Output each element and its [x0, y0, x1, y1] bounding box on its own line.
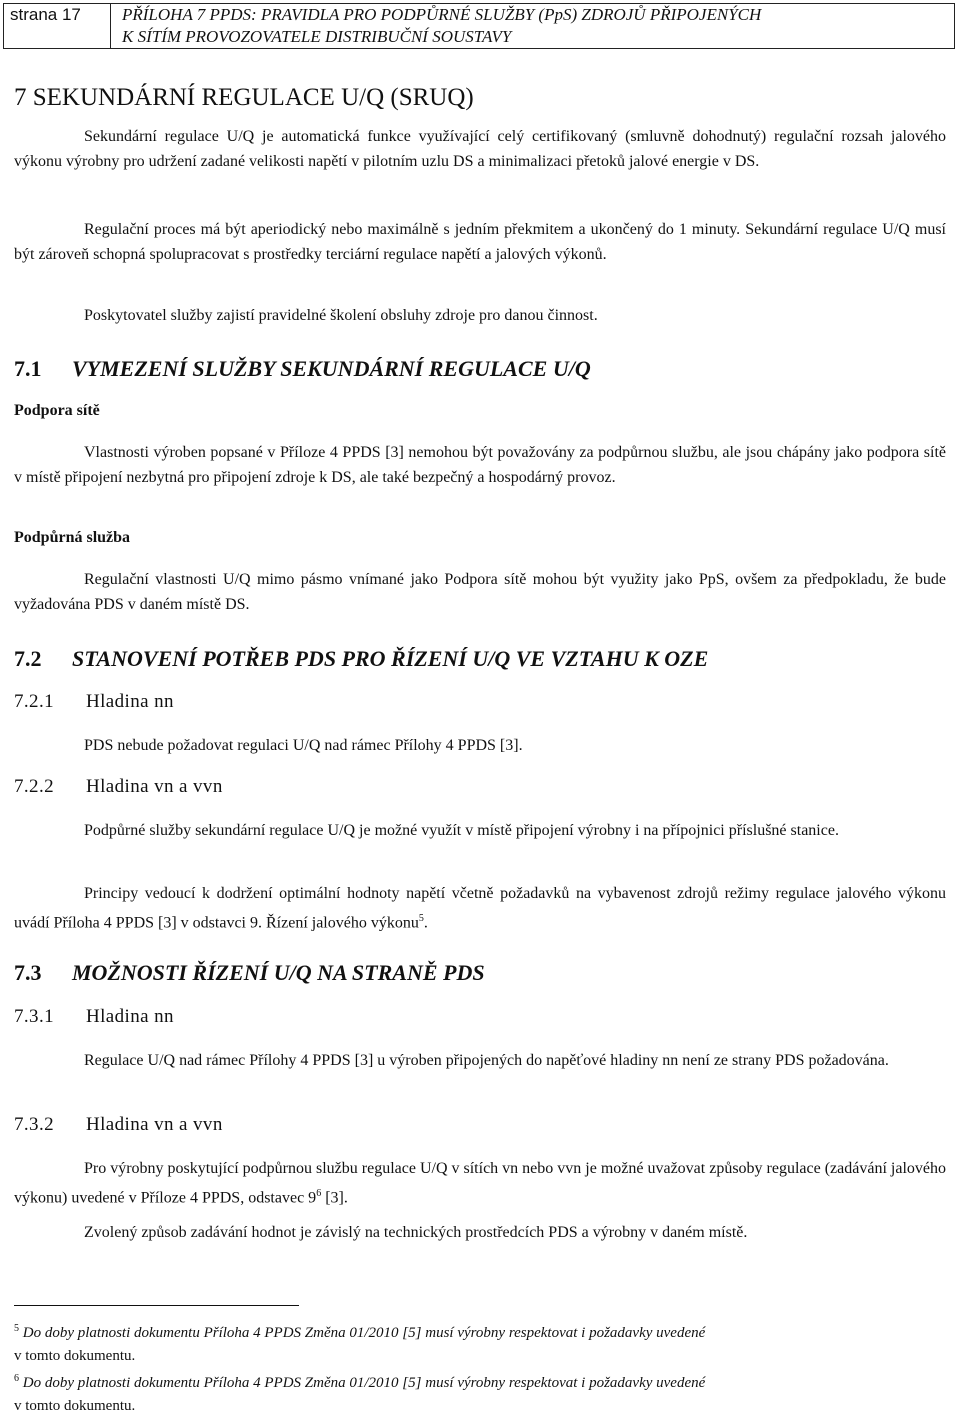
- section-7-paragraph-3: Poskytovatel služby zajistí pravidelné školení obsluhy zdroje pro danou činnost.: [84, 307, 598, 324]
- section-7-3-heading: 7.3 MOŽNOSTI ŘÍZENÍ U/Q NA STRANĚ PDS: [14, 960, 485, 985]
- section-7-3-1-heading: 7.3.1 Hladina nn: [14, 1006, 174, 1027]
- footnote-divider: [14, 1305, 299, 1306]
- label-podpora-site: Podpora sítě: [14, 402, 100, 419]
- section-7-3-2-paragraph-2: Zvolený způsob zadávání hodnot je závislý na technických prostředcích PDS a výrobny v daném místě.: [84, 1224, 748, 1241]
- header-divider: [110, 3, 111, 49]
- section-7-2-heading: 7.2 STANOVENÍ POTŘEB PDS PRO ŘÍZENÍ U/Q VE VZTAHU K OZE: [14, 646, 709, 671]
- section-7-heading: 7 SEKUNDÁRNÍ REGULACE U/Q (SRUQ): [14, 84, 474, 111]
- footnote-6: $^6$ Do doby platnosti dokumentu Příloha 4 PPDS Změna 01/2010 [5] musí výrobny respektovat i požadavky uvedené v tomto dokumentu.: [14, 1373, 706, 1414]
- section-7-2-2-heading: 7.2.2 Hladina vn a vvn: [14, 776, 223, 797]
- section-7-3-1-paragraph: Regulace U/Q nad rámec Přílohy 4 PPDS [3] u výroben připojených do napěťové hladiny nn není ze strany PDS požadována.: [84, 1052, 889, 1069]
- header-title-line-2: K SÍTÍM PROVOZOVATELE DISTRIBUČNÍ SOUSTAVY: [122, 27, 512, 46]
- section-7-1-paragraph-2: Regulační vlastnosti U/Q mimo pásmo vnímané jako Podpora sítě mohou být využity jako PpS, ovšem za předpokladu, že bude vyžadována PDS v daném místě DS.: [14, 571, 946, 613]
- section-7-3-2-paragraph-1: Pro výrobny poskytující podpůrnou službu regulace U/Q v sítích vn nebo vvn je možné uvažovat způsoby regulace (zadávání jalového výkonu) uvedené v Příloze 4 PPDS, odstavec $9^6$ [3].: [14, 1160, 946, 1206]
- section-7-paragraph-2: Regulační proces má být aperiodický nebo maximálně s jedním překmitem a ukončený do 1 minuty. Sekundární regulace U/Q musí být zároveň schopná spolupracovat s prostředky terciární regulace napětí a jalových výkonů.: [14, 221, 946, 263]
- section-7-2-1-paragraph: PDS nebude požadovat regulaci U/Q nad rámec Přílohy 4 PPDS [3].: [84, 737, 523, 754]
- header-title-line-1: PŘÍLOHA 7 PPDS: PRAVIDLA PRO PODPŮRNÉ SLUŽBY (PpS) ZDROJŮ PŘIPOJENÝCH: [122, 5, 762, 24]
- label-podpurna-sluzba: Podpůrná služba: [14, 529, 131, 546]
- section-7-1-heading: 7.1 VYMEZENÍ SLUŽBY SEKUNDÁRNÍ REGULACE U/Q: [14, 356, 591, 381]
- section-7-1-paragraph-1: Vlastnosti výroben popsané v Příloze 4 PPDS [3] nemohou být považovány za podpůrnou službu, ale jsou chápány jako podpora sítě v místě připojení nezbytná pro připojení zdroje k DS, ale také bezpečný a hospodárný provoz.: [14, 444, 946, 486]
- footnote-5: $^5$ Do doby platnosti dokumentu Příloha 4 PPDS Změna 01/2010 [5] musí výrobny respektovat i požadavky uvedené v tomto dokumentu.: [14, 1323, 706, 1364]
- footnote-ref-6[interactable]: 6: [316, 1187, 322, 1199]
- section-7-2-2-paragraph-2: Principy vedoucí k dodržení optimální hodnoty napětí včetně požadavků na vybavenost zdrojů režimy regulace jalového výkonu uvádí Příloha 4 PPDS [3] v odstavci 9. Řízení jalového výkonu$^5$.: [14, 885, 946, 931]
- section-7-3-2-heading: 7.3.2 Hladina vn a vvn: [14, 1114, 223, 1135]
- section-7-2-1-heading: 7.2.1 Hladina nn: [14, 691, 174, 712]
- section-7-2-2-paragraph-1: Podpůrné služby sekundární regulace U/Q je možné využít v místě připojení výrobny i na přípojnici příslušné stanice.: [84, 822, 839, 839]
- section-7-paragraph-1: Sekundární regulace U/Q je automatická funkce využívající celý certifikovaný (smluvně dohodnutý) regulační rozsah jalového výkonu výrobny pro udržení zadané velikosti napětí v pilotním uzlu DS a minimalizaci přetoků jalové energie v DS.: [14, 128, 946, 170]
- page-number: strana 17: [10, 5, 81, 24]
- footnote-ref-5[interactable]: 5: [418, 912, 424, 924]
